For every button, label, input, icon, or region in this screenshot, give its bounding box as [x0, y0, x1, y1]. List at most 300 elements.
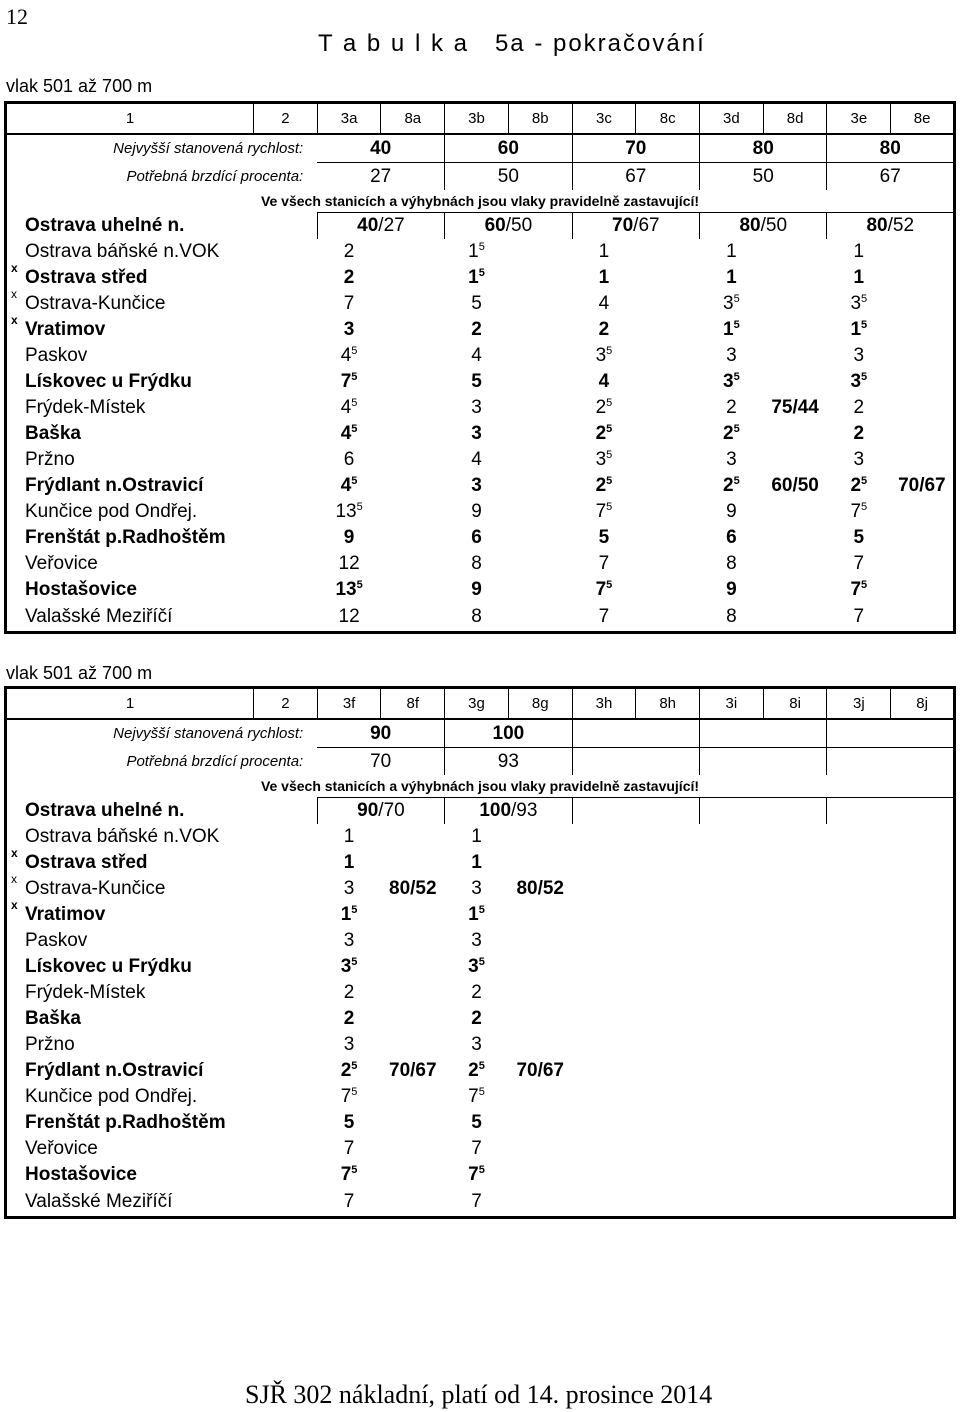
running-time-fraction: 5	[861, 293, 868, 305]
running-time-value: 7	[343, 1138, 355, 1159]
running-time-value: 2	[850, 475, 862, 496]
running-time	[827, 876, 891, 902]
running-time-value: 2	[343, 267, 355, 288]
speed-brake-pair	[827, 798, 955, 825]
speed-change-cell	[636, 447, 700, 473]
speed-change-cell	[381, 265, 445, 291]
station-row	[6, 317, 955, 343]
running-time-fraction: 5	[733, 319, 740, 331]
speed-change-cell	[891, 902, 955, 928]
running-time-fraction: 5	[606, 475, 613, 487]
station-name: Lískovec u Frýdku	[25, 371, 192, 392]
column-header: 3j	[827, 688, 891, 720]
running-time	[445, 1032, 509, 1058]
running-time-value: 3	[471, 475, 482, 496]
running-time	[445, 1136, 509, 1162]
running-time-value: 3	[726, 449, 737, 470]
speed-change-cell	[381, 1136, 445, 1162]
speed-change-cell	[636, 421, 700, 447]
speed-change-value: 80/52	[516, 878, 564, 899]
running-time	[317, 447, 381, 473]
x-mark: x	[11, 872, 17, 886]
running-time-value: 2	[853, 423, 865, 444]
running-time	[445, 1084, 509, 1110]
station-row	[6, 343, 955, 369]
running-time	[827, 551, 891, 577]
running-time	[572, 603, 636, 633]
running-time	[700, 954, 764, 980]
running-time-value: 2	[343, 241, 355, 262]
running-time-fraction: 5	[351, 1086, 358, 1098]
page-number: 12	[6, 4, 28, 29]
running-time	[572, 1032, 636, 1058]
running-time-fraction: 5	[351, 345, 358, 357]
station-row	[6, 980, 955, 1006]
speed-change-cell	[636, 1006, 700, 1032]
speed-change-cell	[763, 603, 827, 633]
speed-brake-pair	[317, 213, 444, 240]
brake-value: /93	[511, 800, 538, 821]
speed-change-cell	[508, 473, 572, 499]
running-time	[572, 980, 636, 1006]
running-time	[827, 239, 891, 265]
running-time	[572, 928, 636, 954]
speed-value: 70	[612, 215, 634, 236]
speed-change-cell	[508, 902, 572, 928]
running-time-fraction: 5	[351, 423, 358, 435]
speed-change-cell	[636, 395, 700, 421]
brake-value: 50	[700, 163, 827, 191]
running-time	[317, 876, 381, 902]
running-time-value: 7	[598, 553, 610, 574]
station-row	[6, 876, 955, 902]
running-time	[700, 473, 764, 499]
running-time	[445, 850, 509, 876]
running-time	[445, 551, 509, 577]
running-time	[572, 447, 636, 473]
column-header: 3g	[445, 688, 509, 720]
speed-change-cell	[763, 902, 827, 928]
speed-change-cell	[891, 317, 955, 343]
station-name-cell	[6, 1084, 318, 1110]
speed-change-cell	[891, 1006, 955, 1032]
running-time-value: 3	[471, 930, 482, 951]
speed-change-value: 80/52	[389, 878, 437, 899]
station-name: Hostašovice	[25, 1164, 137, 1185]
speed-change-cell	[763, 473, 827, 499]
running-time-value: 5	[471, 371, 482, 392]
speed-change-cell	[508, 317, 572, 343]
running-time-value: 2	[343, 982, 355, 1003]
station-name: Ostrava střed	[25, 267, 148, 288]
running-time	[317, 1006, 381, 1032]
speed-change-cell	[636, 1110, 700, 1136]
speed-change-cell	[636, 954, 700, 980]
station-row	[6, 798, 955, 825]
speed-change-cell	[763, 395, 827, 421]
speed-change-cell	[763, 343, 827, 369]
speed-change-cell	[508, 1084, 572, 1110]
running-time	[572, 265, 636, 291]
running-time-value: 8	[726, 553, 737, 574]
speed-change-cell	[636, 369, 700, 395]
speed-change-cell	[763, 1162, 827, 1188]
station-row	[6, 525, 955, 551]
speed-change-cell	[636, 265, 700, 291]
running-time-fraction: 5	[606, 397, 613, 409]
speed-change-cell	[508, 850, 572, 876]
station-row	[6, 902, 955, 928]
speed-change-value: 70/67	[516, 1060, 564, 1081]
running-time	[445, 928, 509, 954]
running-time-value: 7	[471, 1138, 482, 1159]
running-time	[700, 1032, 764, 1058]
speed-value: 60	[484, 215, 506, 236]
running-time-value: 3	[471, 1034, 482, 1055]
running-time-value: 1	[598, 267, 610, 288]
running-time	[445, 876, 509, 902]
running-time-fraction: 5	[861, 371, 868, 383]
station-name-cell	[6, 954, 318, 980]
running-time-value: 1	[850, 319, 862, 340]
speed-change-cell	[891, 395, 955, 421]
station-name: Ostrava báňské n.VOK	[25, 241, 220, 262]
running-time	[700, 525, 764, 551]
station-name: Vratimov	[25, 319, 106, 340]
running-time-value: 7	[595, 579, 607, 600]
running-time-value: 7	[343, 293, 355, 314]
speed-change-cell	[381, 1032, 445, 1058]
speed-value: 40	[357, 215, 379, 236]
running-time-value: 3	[343, 319, 355, 340]
speed-change-cell	[763, 239, 827, 265]
speed-change-cell	[381, 421, 445, 447]
running-time-value: 3	[340, 956, 352, 977]
timetable-1	[4, 101, 956, 634]
speed-change-cell	[508, 421, 572, 447]
station-name-cell	[6, 1136, 318, 1162]
running-time-value: 8	[471, 606, 482, 627]
running-time	[827, 317, 891, 343]
speed-value: 100	[479, 800, 512, 821]
station-name: Pržno	[25, 1034, 75, 1055]
running-time-value: 4	[340, 345, 352, 366]
speed-change-cell	[636, 824, 700, 850]
running-time	[700, 1084, 764, 1110]
running-time	[572, 421, 636, 447]
speed-change-cell	[891, 343, 955, 369]
running-time-value: 2	[595, 423, 607, 444]
running-time-value: 6	[343, 449, 355, 470]
running-time	[700, 1188, 764, 1218]
running-time	[572, 1006, 636, 1032]
running-time	[317, 265, 381, 291]
running-time	[700, 369, 764, 395]
station-row	[6, 1136, 955, 1162]
running-time	[572, 395, 636, 421]
running-time	[445, 291, 509, 317]
station-name-cell	[6, 261, 318, 291]
running-time-value: 2	[595, 475, 607, 496]
running-time	[317, 525, 381, 551]
speed-change-cell	[508, 954, 572, 980]
running-time-fraction: 5	[861, 501, 868, 513]
running-time	[317, 473, 381, 499]
speed-change-cell	[763, 1136, 827, 1162]
running-time-fraction: 5	[478, 1060, 485, 1072]
running-time	[572, 1188, 636, 1218]
running-time-fraction: 5	[351, 1060, 358, 1072]
running-time	[445, 265, 509, 291]
column-header: 8e	[891, 103, 955, 135]
running-time	[572, 1110, 636, 1136]
station-row	[6, 291, 955, 317]
speed-change-value: 70/67	[389, 1060, 437, 1081]
running-time-value: 3	[850, 371, 862, 392]
speed-change-cell	[891, 1110, 955, 1136]
running-time-value: 6	[726, 527, 737, 548]
speed-change-cell	[508, 876, 572, 902]
station-row	[6, 239, 955, 265]
station-name-cell	[6, 1188, 318, 1218]
running-time	[317, 291, 381, 317]
running-time	[317, 1110, 381, 1136]
running-time	[827, 291, 891, 317]
station-name: Valašské Meziříčí	[25, 606, 173, 627]
running-time	[827, 902, 891, 928]
station-name-cell	[6, 603, 318, 633]
speed-change-cell	[508, 291, 572, 317]
running-time-value: 2	[723, 423, 734, 444]
running-time-value: 7	[468, 1086, 479, 1107]
running-time-value: 1	[468, 241, 479, 262]
running-time-value: 8	[726, 606, 737, 627]
speed-change-cell	[381, 1188, 445, 1218]
running-time	[827, 1162, 891, 1188]
station-row	[6, 577, 955, 603]
speed-change-cell	[891, 499, 955, 525]
running-time-value: 7	[340, 371, 352, 392]
running-time	[317, 928, 381, 954]
speed-change-cell	[763, 421, 827, 447]
running-time	[827, 980, 891, 1006]
speed-change-cell	[891, 265, 955, 291]
speed-change-cell	[891, 1084, 955, 1110]
station-name: Paskov	[25, 345, 88, 366]
station-row	[6, 499, 955, 525]
speed-change-cell	[381, 369, 445, 395]
station-row	[6, 1110, 955, 1136]
speed-change-cell	[763, 1084, 827, 1110]
running-time-value: 3	[343, 878, 355, 899]
speed-change-cell	[636, 1162, 700, 1188]
max_speed-label: Nejvyšší stanovená rychlost:	[113, 725, 304, 743]
running-time	[317, 421, 381, 447]
running-time	[700, 551, 764, 577]
speed-brake-pair	[700, 798, 827, 825]
speed-change-cell	[508, 824, 572, 850]
running-time-value: 8	[471, 553, 482, 574]
speed-change-cell	[763, 1058, 827, 1084]
station-name-cell	[6, 473, 318, 499]
running-time	[700, 239, 764, 265]
running-time-value: 9	[726, 579, 737, 600]
speed-change-cell	[381, 395, 445, 421]
running-time-value: 4	[340, 475, 352, 496]
running-time	[445, 447, 509, 473]
station-name: Frýdlant n.Ostravicí	[25, 475, 204, 496]
speed-change-cell	[381, 291, 445, 317]
station-row	[6, 473, 955, 499]
running-time	[317, 1188, 381, 1218]
running-time	[445, 525, 509, 551]
speed-change-cell	[891, 1188, 955, 1218]
station-name: Ostrava-Kunčice	[25, 293, 166, 314]
speed-change-cell	[763, 1006, 827, 1032]
station-name-cell	[6, 1006, 318, 1032]
station-name: Pržno	[25, 449, 75, 470]
speed-change-cell	[891, 1162, 955, 1188]
speed-change-cell	[381, 876, 445, 902]
running-time-fraction: 5	[351, 397, 358, 409]
stop-note-row	[6, 775, 955, 798]
running-time	[445, 317, 509, 343]
speed-change-cell	[381, 824, 445, 850]
running-time-value: 7	[595, 501, 607, 522]
station-name-cell	[6, 525, 318, 551]
speed-change-cell	[381, 551, 445, 577]
column-header: 3b	[445, 103, 509, 135]
running-time	[572, 369, 636, 395]
max_speed-value: 80	[700, 134, 827, 163]
station-name-cell	[6, 239, 318, 265]
running-time-value: 3	[723, 293, 734, 314]
station-name-cell	[6, 1110, 318, 1136]
running-time	[445, 473, 509, 499]
running-time	[827, 265, 891, 291]
brake-value: 67	[572, 163, 699, 191]
speed-change-cell	[763, 369, 827, 395]
speed-change-cell	[636, 1032, 700, 1058]
running-time-fraction: 5	[351, 1164, 358, 1176]
running-time	[317, 551, 381, 577]
running-time-value: 3	[723, 371, 734, 392]
brake-value: /67	[633, 215, 660, 236]
speed-brake-pair	[572, 213, 699, 240]
station-name-cell	[6, 577, 318, 603]
running-time	[317, 954, 381, 980]
station-row	[6, 1058, 955, 1084]
speed-change-cell	[381, 980, 445, 1006]
running-time	[445, 239, 509, 265]
running-time	[445, 343, 509, 369]
timetable-2	[4, 686, 956, 1219]
max_speed-row	[6, 134, 955, 163]
running-time-value: 4	[471, 345, 482, 366]
running-time	[827, 499, 891, 525]
running-time	[700, 850, 764, 876]
speed-change-cell	[508, 369, 572, 395]
speed-change-cell	[381, 1162, 445, 1188]
station-name: Hostašovice	[25, 579, 137, 600]
speed-change-cell	[381, 447, 445, 473]
station-name-cell	[6, 898, 318, 928]
speed-change-cell	[763, 291, 827, 317]
station-name: Veřovice	[25, 553, 98, 574]
speed-change-cell	[508, 603, 572, 633]
running-time-value: 9	[726, 501, 737, 522]
running-time-value: 7	[340, 1164, 352, 1185]
running-time-value: 12	[338, 606, 360, 627]
running-time	[827, 1084, 891, 1110]
running-time-value: 2	[595, 397, 607, 418]
running-time	[827, 1110, 891, 1136]
running-time	[445, 421, 509, 447]
running-time	[827, 1188, 891, 1218]
speed-change-cell	[636, 876, 700, 902]
station-row	[6, 1032, 955, 1058]
running-time-fraction: 5	[861, 475, 868, 487]
running-time-value: 1	[853, 241, 865, 262]
station-name: Baška	[25, 423, 81, 444]
running-time	[572, 525, 636, 551]
running-time	[445, 395, 509, 421]
speed-change-cell	[763, 577, 827, 603]
running-time-value: 4	[340, 397, 352, 418]
column-header: 8f	[381, 688, 445, 720]
running-time-value: 1	[726, 241, 737, 262]
brake-value: 27	[317, 163, 444, 191]
station-row	[6, 954, 955, 980]
running-time	[827, 1136, 891, 1162]
running-time-value: 7	[598, 606, 610, 627]
max_speed-value	[700, 719, 827, 748]
running-time	[317, 1162, 381, 1188]
column-header: 1	[6, 103, 254, 135]
running-time-fraction: 5	[478, 267, 485, 279]
running-time	[317, 850, 381, 876]
column-header: 8c	[636, 103, 700, 135]
running-time-value: 3	[853, 449, 865, 470]
running-time-value: 3	[468, 956, 479, 977]
running-time	[445, 824, 509, 850]
running-time-fraction: 5	[356, 501, 363, 513]
speed-change-cell	[636, 291, 700, 317]
column-header: 3d	[700, 103, 764, 135]
speed-change-cell	[763, 850, 827, 876]
running-time-fraction: 5	[351, 956, 358, 968]
column-header: 3a	[317, 103, 381, 135]
station-row	[6, 1162, 955, 1188]
running-time	[827, 421, 891, 447]
station-name: Frenštát p.Radhoštěm	[25, 527, 226, 548]
running-time	[700, 265, 764, 291]
speed-change-cell	[508, 1032, 572, 1058]
running-time	[827, 850, 891, 876]
running-time	[317, 603, 381, 633]
running-time-value: 7	[468, 1164, 479, 1185]
running-time	[445, 1006, 509, 1032]
brake-label: Potřebná brzdící procenta:	[126, 167, 304, 185]
running-time-value: 2	[468, 1060, 479, 1081]
running-time	[317, 395, 381, 421]
running-time-value: 5	[853, 527, 865, 548]
speed-change-cell	[508, 525, 572, 551]
max_speed-label: Nejvyšší stanovená rychlost:	[113, 140, 304, 158]
running-time	[572, 902, 636, 928]
running-time-value: 7	[343, 1191, 355, 1212]
running-time-value: 1	[343, 826, 355, 847]
